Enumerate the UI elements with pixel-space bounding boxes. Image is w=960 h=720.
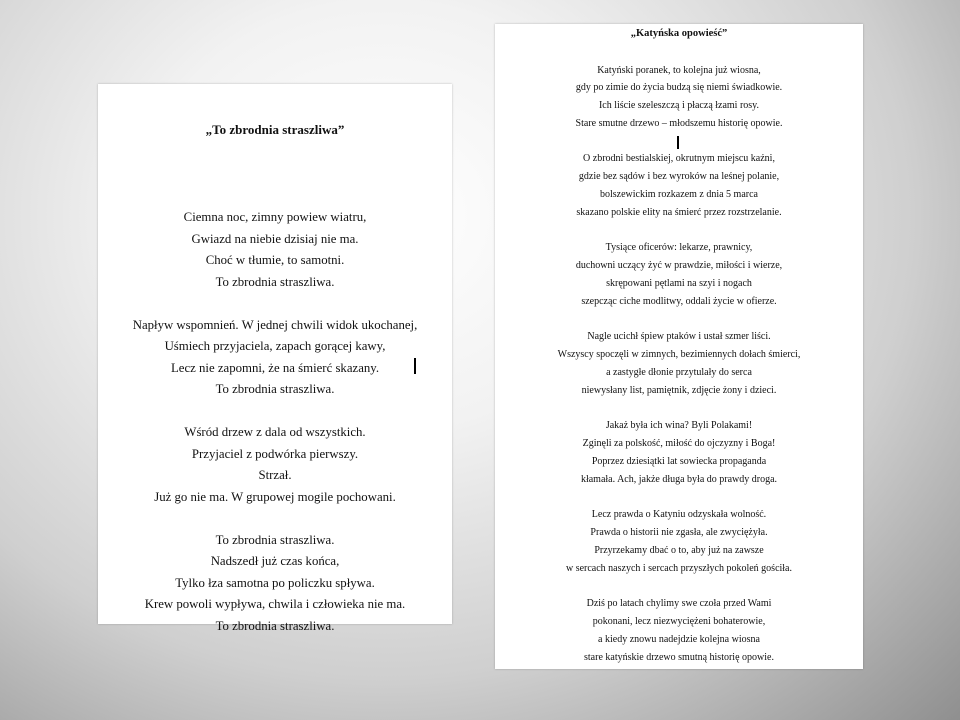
- poem-line: Jakaż była ich wina? Byli Polakami!: [605, 420, 753, 431]
- poem-line: Przyjaciel z podwórka pierwszy.: [191, 447, 359, 461]
- poem-line: kłamała. Ach, jakże długa była do prawdy droga.: [580, 474, 778, 485]
- right-poem-page: [495, 24, 863, 669]
- poem-line: gdzie bez sądów i bez wyroków na leśnej polanie,: [578, 171, 780, 182]
- poem-line: Tylko łza samotna po policzku spływa.: [175, 576, 375, 590]
- poem-line: Katyński poranek, to kolejna już wiosna,: [597, 65, 761, 76]
- poem-line: O zbrodni bestialskiej, okrutnym miejscu kaźni,: [583, 153, 775, 164]
- poem-line: Poprzez dziesiątki lat sowiecka propaganda: [591, 456, 767, 467]
- poem-line: duchowni uczący żyć w prawdzie, miłości i wierze,: [575, 260, 783, 271]
- poem-line: pokonani, lecz niezwyciężeni bohaterowie,: [592, 616, 766, 627]
- poem-line: szepcząc ciche modlitwy, oddali życie w ofierze.: [581, 296, 777, 307]
- poem-line: To zbrodnia straszliwa.: [215, 619, 335, 633]
- poem-line: Gwiazd na niebie dzisiaj nie ma.: [191, 232, 359, 246]
- poem-line: To zbrodnia straszliwa.: [215, 382, 335, 396]
- poem-line: Choć w tłumie, to samotni.: [205, 253, 345, 267]
- poem-line: gdy po zimie do życia budzą się niemi świadkowie.: [575, 82, 783, 93]
- poem-line: Dziś po latach chylimy swe czoła przed Wami: [586, 598, 772, 609]
- poem-line: Już go nie ma. W grupowej mogile pochowani.: [154, 490, 396, 504]
- poem-line: skrępowani pętlami na szyi i nogach: [606, 278, 752, 289]
- poem-line: Uśmiech przyjaciela, zapach gorącej kawy,: [164, 339, 386, 353]
- poem-line: To zbrodnia straszliwa.: [215, 275, 335, 289]
- poem-line: Nagle ucichł śpiew ptaków i ustał szmer liści.: [587, 331, 771, 342]
- poem-line: a kiedy znowu nadejdzie kolejna wiosna: [598, 634, 760, 645]
- left-poem-title: „To zbrodnia straszliwa”: [205, 122, 345, 137]
- poem-line: Lecz prawda o Katyniu odzyskała wolność.: [591, 509, 767, 520]
- poem-line: Zginęli za polskość, miłość do ojczyzny i Boga!: [582, 438, 776, 449]
- poem-line: Stare smutne drzewo – młodszemu historię opowie.: [575, 118, 783, 129]
- poem-line: Tysiące oficerów: lekarze, prawnicy,: [605, 242, 753, 253]
- text-cursor: [677, 136, 679, 149]
- poem-line: niewysłany list, pamiętnik, zdjęcie żony i dzieci.: [581, 385, 777, 396]
- poem-line: w sercach naszych i sercach przyszłych pokoleń gościła.: [565, 563, 792, 574]
- poem-line: Lecz nie zapomni, że na śmierć skazany.: [170, 361, 380, 375]
- poem-line: Ich liście szeleszczą i płaczą łzami rosy.: [598, 100, 760, 111]
- poem-line: Przyrzekamy dbać o to, aby już na zawsze: [594, 545, 764, 556]
- poem-line: skazano polskie elity na śmierć przez rozstrzelanie.: [576, 207, 782, 218]
- poem-line: stare katyńskie drzewo smutną historię opowie.: [584, 652, 774, 663]
- poem-line: Krew powoli wypływa, chwila i człowieka nie ma.: [144, 597, 406, 611]
- poem-line: Strzał.: [258, 468, 292, 482]
- poem-line: Wśród drzew z dala od wszystkich.: [184, 425, 366, 439]
- poem-line: Nadszedł już czas końca,: [210, 554, 340, 568]
- left-poem-page: [98, 84, 452, 633]
- poem-line: Napływ wspomnień. W jednej chwili widok ukochanej,: [132, 318, 418, 332]
- text-cursor: [414, 358, 416, 374]
- poem-line: Ciemna noc, zimny powiew wiatru,: [183, 210, 367, 224]
- poem-line: Prawda o historii nie zgasła, ale zwyciężyła.: [590, 527, 768, 538]
- right-poem-title: „Katyńska opowieść”: [630, 28, 728, 39]
- poem-line: Wszyscy spoczęli w zimnych, bezimiennych dołach śmierci,: [557, 349, 801, 360]
- poem-line: bolszewickim rozkazem z dnia 5 marca: [600, 189, 758, 200]
- poem-line: a zastygłe dłonie przytulały do serca: [606, 367, 752, 378]
- poem-line: To zbrodnia straszliwa.: [215, 533, 335, 547]
